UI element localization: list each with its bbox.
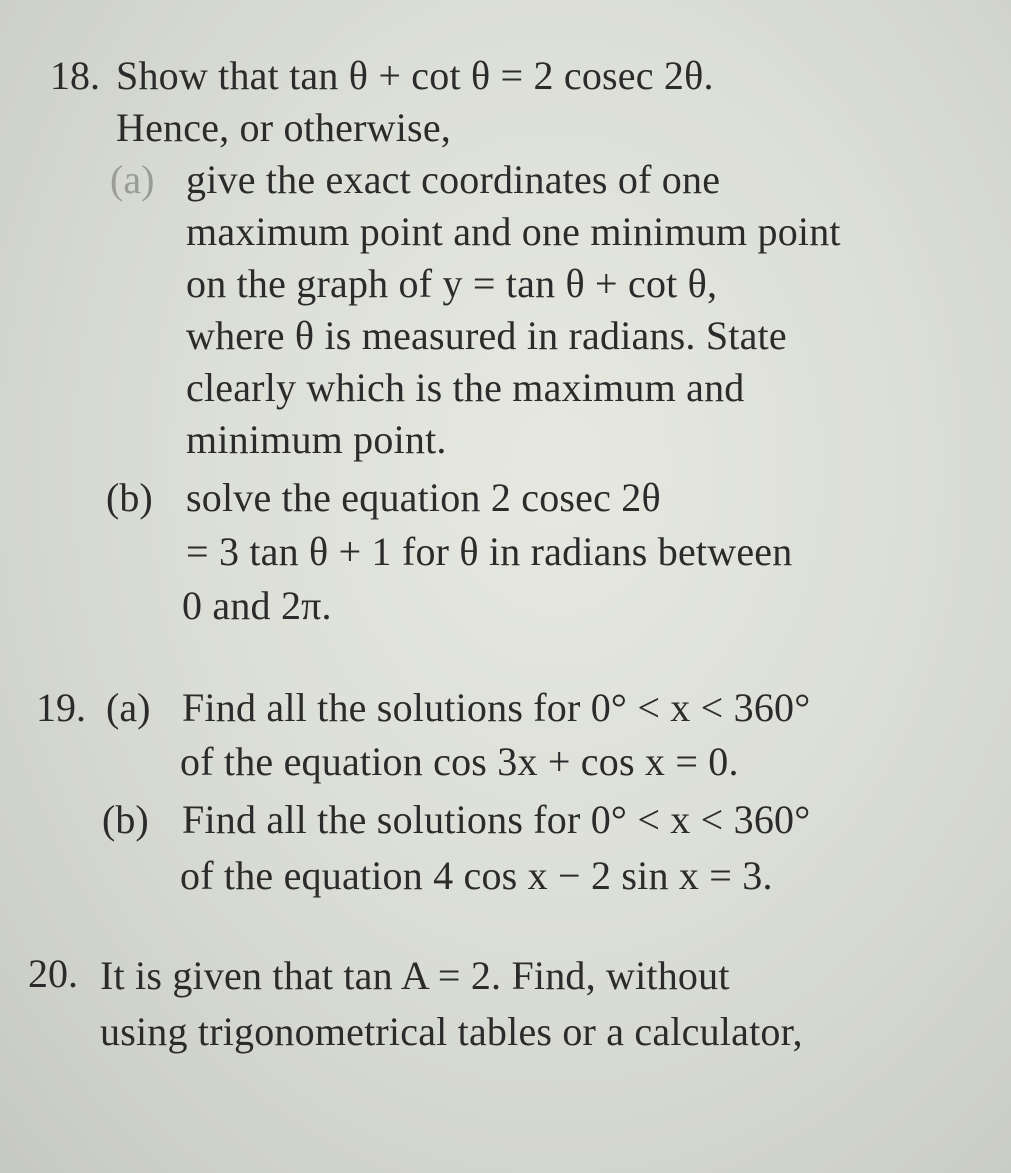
part-b-line: = 3 tan θ + 1 for θ in radians between	[186, 529, 793, 574]
part-b-line: of the equation 4 cos x − 2 sin x = 3.	[180, 853, 773, 898]
question-stem-continued: using trigonometrical tables or a calculator,	[100, 1009, 803, 1054]
part-label-a: (a)	[106, 685, 151, 730]
part-a-line: maximum point and one minimum point	[186, 209, 841, 254]
part-b-line: 0 and 2π.	[182, 583, 332, 628]
question-number: 19.	[36, 685, 86, 730]
part-a-line: Find all the solutions for 0° < x < 360°	[182, 685, 811, 730]
question-stem: Show that tan θ + cot θ = 2 cosec 2θ.	[116, 53, 714, 98]
question-number: 20.	[28, 951, 78, 996]
part-a-line: clearly which is the maximum and	[186, 365, 745, 410]
question-stem-continued: Hence, or otherwise,	[116, 105, 451, 150]
part-a-line: of the equation cos 3x + cos x = 0.	[180, 739, 739, 784]
question-stem: It is given that tan A = 2. Find, without	[100, 953, 730, 998]
part-label-a: (a)	[110, 157, 155, 202]
part-label-b: (b)	[106, 475, 153, 520]
part-a-line: give the exact coordinates of one	[186, 157, 721, 202]
part-label-b: (b)	[102, 797, 149, 842]
part-a-line: on the graph of y = tan θ + cot θ,	[186, 261, 718, 306]
part-a-line: minimum point.	[186, 417, 447, 462]
question-number: 18.	[50, 53, 100, 98]
part-a-line: where θ is measured in radians. State	[186, 313, 787, 358]
part-b-line: Find all the solutions for 0° < x < 360°	[182, 797, 811, 842]
part-b-line: solve the equation 2 cosec 2θ	[186, 475, 661, 520]
